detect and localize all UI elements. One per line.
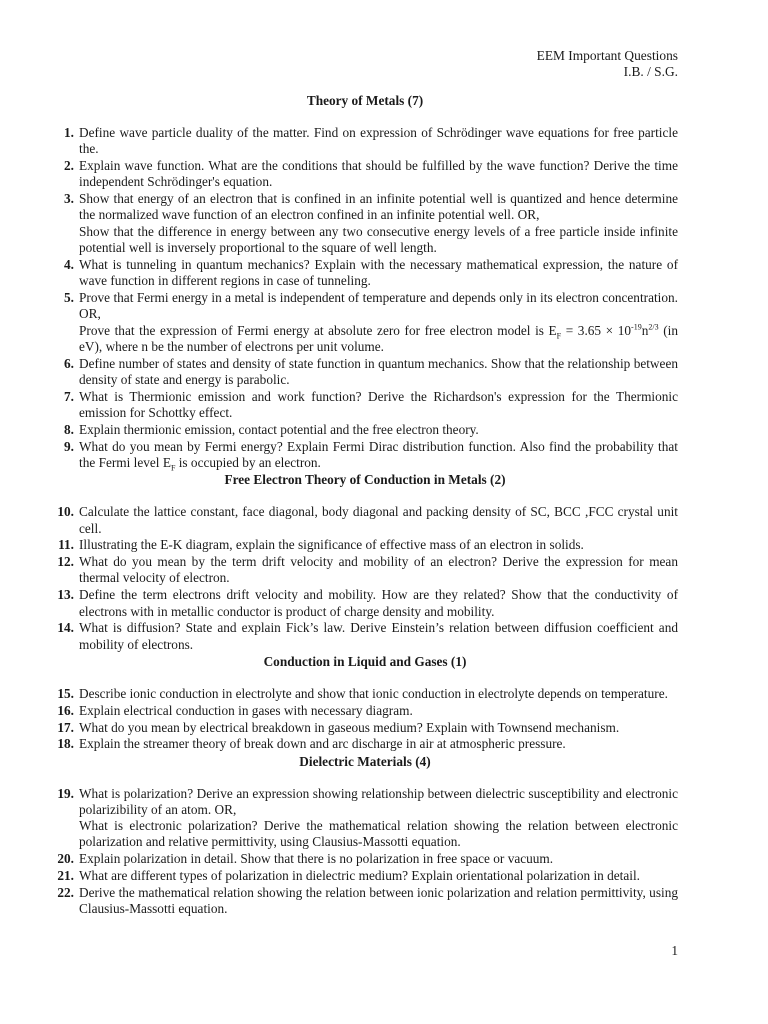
- question-item: [52, 439, 678, 472]
- question-text: Illustrating the E-K diagram, explain the significance of effective mass of an electron in solids.: [79, 537, 584, 553]
- question-item: [52, 786, 678, 851]
- question-item: [52, 554, 678, 587]
- question-item: [52, 868, 678, 884]
- question-item: [52, 125, 678, 158]
- question-text: Derive the mathematical relation showing the relation between ionic polarization and relation permittivity, using Clausius-Massotti equation.: [79, 884, 678, 917]
- question-number: 16.: [57, 702, 74, 718]
- formula-text: (in eV), where n be the number of electrons per unit volume.: [79, 322, 678, 354]
- fermi-subscript: F: [556, 331, 562, 341]
- formula-text: = 3.65 × 10: [561, 322, 632, 338]
- question-text: What is diffusion? State and explain Fick’s law. Derive Einstein’s relation between diffusion coefficient and mobility of electrons.: [79, 620, 678, 652]
- exponent-superscript: -19: [631, 322, 642, 332]
- question-number: 2.: [64, 158, 74, 174]
- question-text-part: is occupied by an electron.: [175, 454, 321, 470]
- question-text: [79, 439, 678, 472]
- page-header: [537, 48, 678, 80]
- question-number: 14.: [57, 620, 74, 636]
- question-text: Define wave particle duality of the matter. Find on expression of Schrödinger wave equations for free particle the.: [79, 125, 678, 157]
- question-alternative-text: [79, 323, 678, 356]
- question-item: [52, 422, 678, 438]
- question-item: [52, 389, 678, 422]
- question-item: [52, 851, 678, 867]
- question-item: [52, 191, 678, 256]
- question-text: What is tunneling in quantum mechanics? Explain with the necessary mathematical expression, the nature of wave function in different regions in case of tunneling.: [79, 256, 678, 289]
- page-number: 1: [671, 943, 678, 958]
- question-number: 10.: [57, 504, 74, 520]
- header-initials: I.B. / S.G.: [623, 64, 678, 79]
- question-number: 7.: [64, 388, 74, 404]
- exponent-superscript: 2/3: [648, 322, 659, 332]
- question-text: Explain the streamer theory of break down and arc discharge in air at atmospheric pressure.: [79, 736, 566, 752]
- question-item: [52, 720, 678, 736]
- fermi-subscript: F: [170, 463, 176, 473]
- question-number: 20.: [57, 851, 74, 867]
- section-title-conduction-liquid-gases: Conduction in Liquid and Gases (1): [263, 653, 467, 669]
- question-number: 8.: [64, 421, 74, 437]
- question-text: Explain wave function. What are the conditions that should be fulfilled by the wave function? Derive the time independent Schrödinger's equation.: [79, 158, 678, 190]
- question-item: [52, 257, 678, 290]
- question-text: Prove that Fermi energy in a metal is independent of temperature and depends only in its electron concentration. OR,: [79, 289, 678, 322]
- section-title-free-electron-theory: Free Electron Theory of Conduction in Metals (2): [224, 472, 506, 488]
- question-text: Explain polarization in detail. Show that there is no polarization in free space or vacuum.: [79, 851, 554, 867]
- question-number: 4.: [64, 256, 74, 272]
- question-text: Define number of states and density of state function in quantum mechanics. Show that the relationship between density of state and energy is parabolic.: [79, 355, 678, 387]
- section-title-theory-of-metals: Theory of Metals (7): [306, 93, 424, 108]
- question-list: [52, 93, 678, 918]
- question-item: [52, 686, 678, 702]
- question-number: 12.: [57, 554, 74, 570]
- question-text: What do you mean by the term drift velocity and mobility of an electron? Derive the expression for mean thermal velocity of electron.: [79, 554, 678, 586]
- question-number: 22.: [57, 884, 74, 900]
- question-number: 13.: [57, 587, 74, 603]
- question-text: What do you mean by electrical breakdown in gaseous medium? Explain with Townsend mechanism.: [79, 719, 620, 735]
- question-number: 6.: [64, 355, 74, 371]
- formula-text: n: [641, 322, 649, 338]
- question-item: [52, 587, 678, 620]
- section-title-dielectric-materials: Dielectric Materials (4): [299, 753, 431, 769]
- question-item: [52, 158, 678, 191]
- question-number: 15.: [57, 685, 74, 701]
- question-text: Define the term electrons drift velocity and mobility. How are they related? Show that the conductivity of electrons with in metallic conductor is product of charge density and mobility.: [79, 587, 678, 619]
- question-number: 21.: [57, 868, 74, 884]
- header-title: EEM Important Questions: [536, 48, 678, 63]
- question-text: Show that energy of an electron that is confined in an infinite potential well is quantized and hence determine the normalized wave function of an electron confined in an infinite potential well. OR,: [79, 191, 678, 223]
- question-item: [52, 885, 678, 918]
- question-number: 5.: [64, 289, 74, 305]
- question-item: [52, 356, 678, 389]
- formula-text: Prove that the expression of Fermi energy at absolute zero for free electron model is E: [79, 322, 557, 338]
- question-number: 9.: [64, 438, 74, 454]
- question-alternative-text: What is electronic polarization? Derive the mathematical relation showing the relation between electronic polarization and relative permittivity, using Clausius-Massotti equation.: [79, 818, 678, 850]
- question-item: [52, 703, 678, 719]
- question-number: 11.: [58, 537, 74, 553]
- question-number: 19.: [57, 785, 74, 801]
- question-number: 1.: [64, 125, 74, 140]
- question-alternative-text: Show that the difference in energy between any two consecutive energy levels of a free particle inside infinite potential well is inversely proportional to the square of well length.: [79, 223, 678, 256]
- question-text-part: What do you mean by Fermi energy? Explain Fermi Dirac distribution function. Also find the probability that the Fermi level E: [79, 438, 678, 470]
- question-text: Explain thermionic emission, contact potential and the free electron theory.: [79, 421, 479, 437]
- question-number: 18.: [57, 736, 74, 752]
- question-text: What is Thermionic emission and work function? Derive the Richardson's expression for the Thermionic emission for Schottky effect.: [79, 388, 678, 421]
- question-item: [52, 504, 678, 537]
- question-item: [52, 537, 678, 553]
- question-text: Describe ionic conduction in electrolyte and show that ionic conduction in electrolyte depends on temperature.: [79, 685, 668, 701]
- question-item: [52, 620, 678, 653]
- question-number: 3.: [64, 191, 74, 207]
- question-item: [52, 290, 678, 355]
- question-number: 17.: [57, 719, 74, 735]
- question-text: What is polarization? Derive an expression showing relationship between dielectric susceptibility and electronic polarizibility of an atom. OR,: [79, 785, 678, 817]
- question-text: Explain electrical conduction in gases with necessary diagram.: [79, 702, 413, 718]
- question-text: What are different types of polarization in dielectric medium? Explain orientational polarization in detail.: [79, 868, 640, 884]
- question-text: Calculate the lattice constant, face diagonal, body diagonal and packing density of SC, BCC ,FCC crystal unit cell.: [79, 504, 678, 536]
- question-item: [52, 736, 678, 752]
